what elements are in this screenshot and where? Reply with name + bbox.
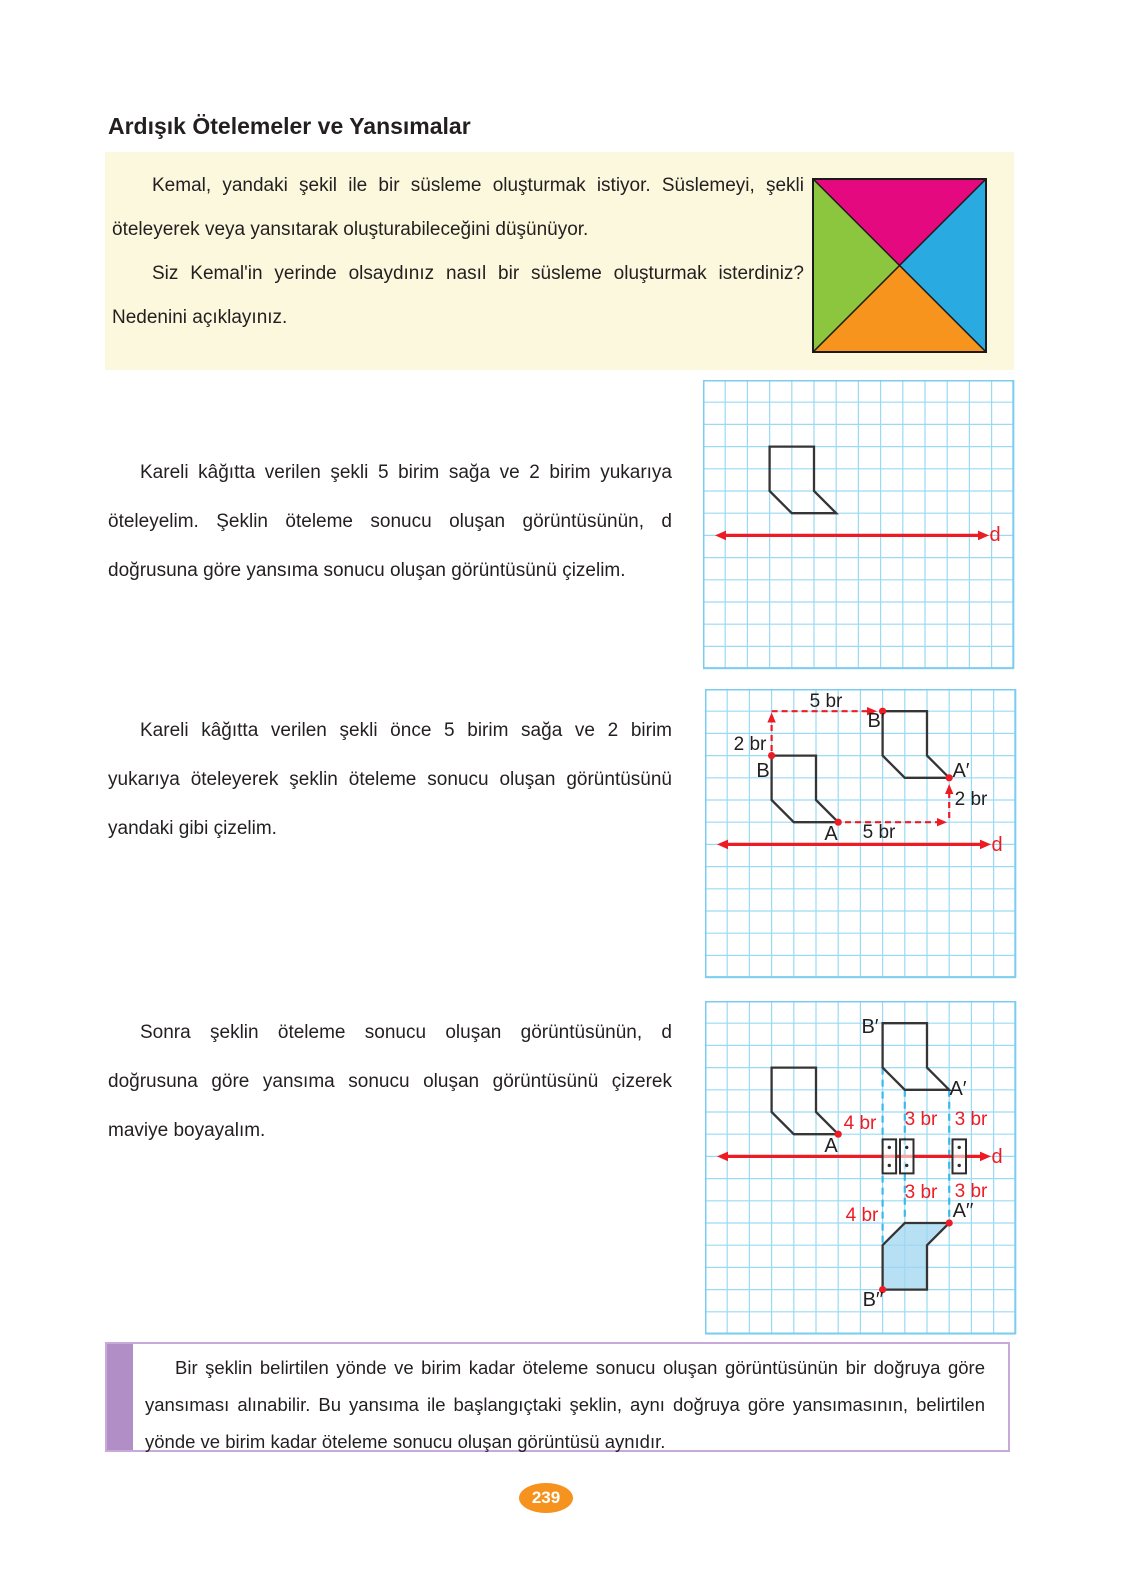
polygon-shape [770,447,837,514]
grid-figure-3 [705,1001,1018,1336]
section2-text: Kareli kâğıtta verilen şekli önce 5 birim sağa ve 2 birim yukarıya öteleyerek şeklin öteleme sonucu oluşan görüntüsünü yandaki gibi çizelim. [108,720,672,839]
figure-label: 5 br [862,822,896,843]
figure-label: B′ [867,710,885,732]
vertex-dot [768,752,775,759]
figure-label: A′ [949,1078,967,1100]
note-box [105,1342,1010,1452]
figure-label: 2 br [733,734,767,755]
arrowhead [945,784,953,794]
arrowhead-right [980,840,991,850]
figure-label: 3 br [904,1182,938,1203]
intro-text [112,164,804,340]
equal-distance-marker [883,1139,897,1173]
note-accent-bar [107,1344,133,1450]
figure-label: d [991,1146,1003,1168]
figure-label: 3 br [954,1181,988,1202]
figure-label: 4 br [843,1113,877,1134]
figure-label: B [756,760,770,782]
arrowhead-left [717,840,728,850]
figure-label: 2 br [954,789,988,810]
polygon-shape [772,1068,839,1135]
note-text: Bir şeklin belirtilen yönde ve birim kadar öteleme sonucu oluşan görüntüsünün bir doğruya göre yansıması alınabilir. Bu yansıma ile başlangıçtaki şeklin, aynı doğruya göre yansımasının, belirtilen yönde ve birim kadar öteleme sonucu oluşan görüntüsü aynıdır. [145,1357,985,1452]
figure-label: 5 br [809,691,843,712]
arrowhead-right [980,1152,991,1162]
polygon-shape [883,711,950,778]
figure-label: d [991,834,1003,856]
figure-label: A [824,1135,838,1157]
grid-figure-1 [703,380,1016,671]
polygon-shape [772,756,839,823]
figure-label: A′′ [952,1200,974,1222]
equal-distance-marker [953,1139,967,1173]
page-number-badge: 239 [519,1483,573,1513]
figure-label: B′′ [862,1289,884,1311]
figure-label: 3 br [954,1109,988,1130]
equal-distance-marker [900,1139,914,1173]
figure-label: 4 br [845,1205,879,1226]
section1-text: Kareli kâğıtta verilen şekli 5 birim sağa ve 2 birim yukarıya öteleyelim. Şeklin öteleme sonucu oluşan görüntüsünün, d doğrusuna göre yansıma sonucu oluşan görüntüsünü çizelim. [108,462,672,581]
pinwheel-figure [812,178,987,353]
arrowhead [937,818,947,826]
section3-text: Sonra şeklin öteleme sonucu oluşan görüntüsünün, d doğrusuna göre yansıma sonucu oluşan görüntüsünü çizerek maviye boyayalım. [108,1022,672,1141]
page-title: Ardışık Ötelemeler ve Yansımalar [108,113,471,139]
arrowhead-right [978,531,989,541]
figure-label: 3 br [904,1109,938,1130]
figure-label: A′ [952,760,970,782]
intro-paragraph-1: Kemal, yandaki şekil ile bir süsleme oluşturmak istiyor. Süslemeyi, şekli öteleyerek veya yansıtarak oluşturabileceğini düşünüyor. [112,175,804,240]
grid-figure-2 [705,689,1018,980]
arrowhead-left [717,1152,728,1162]
arrowhead [767,713,775,723]
figure-label: B′ [861,1016,879,1038]
reflected-shape [883,1223,950,1290]
intro-paragraph-2: Siz Kemal'in yerinde olsaydınız nasıl bir süsleme oluşturmak isterdiniz? Nedenini açıklayınız. [112,263,804,328]
arrowhead-left [715,531,726,541]
figure-label: d [989,524,1001,546]
figure-label: A [824,823,838,845]
polygon-shape [883,1023,950,1090]
